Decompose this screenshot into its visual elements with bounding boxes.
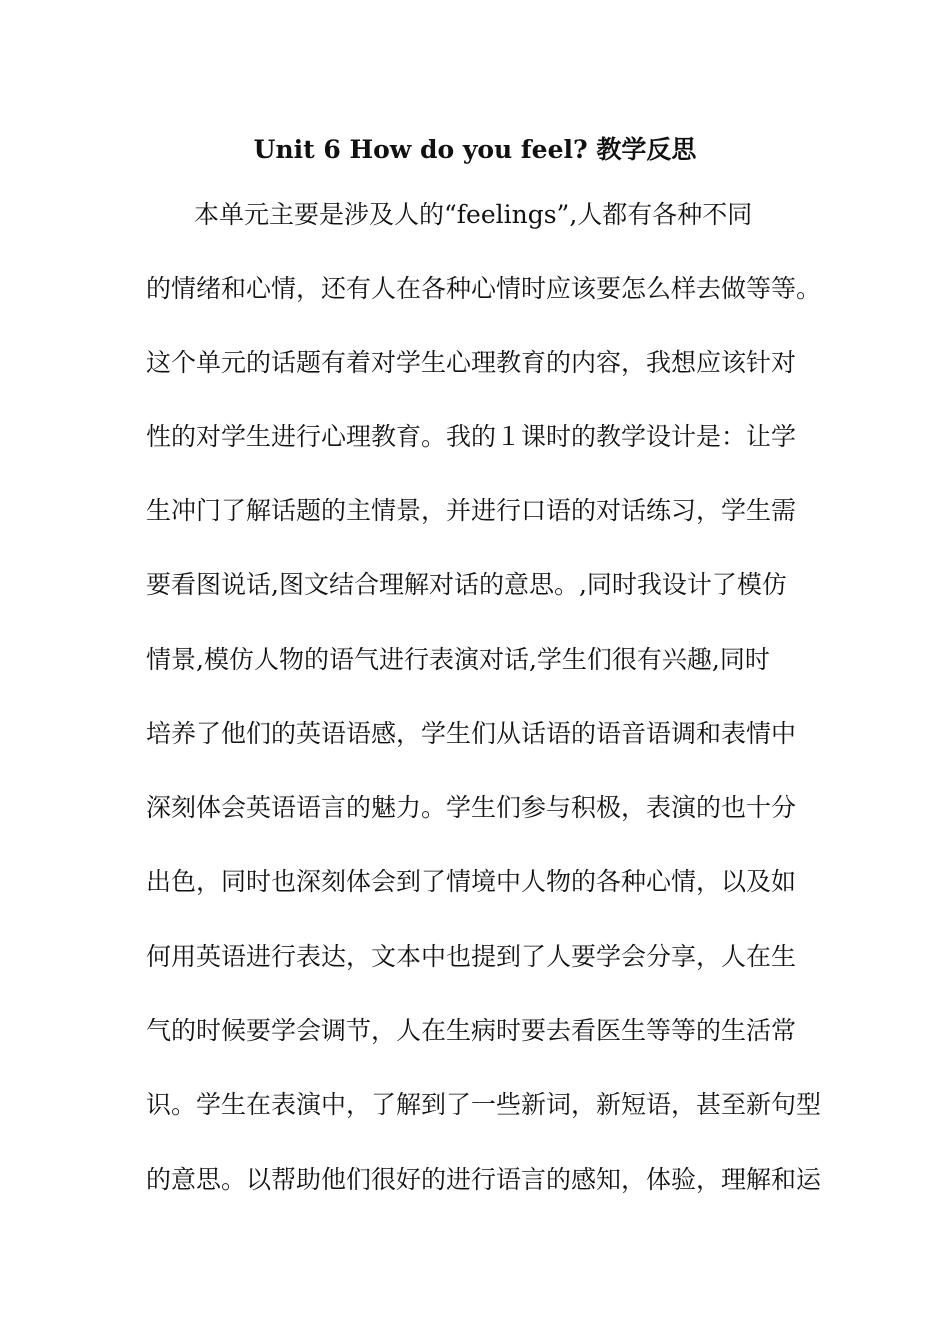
paragraph-line: 这个单元的话题有着对学生心理教育的内容，我想应该针对 <box>146 348 797 377</box>
document-title: Unit 6 How do you feel? 教学反思 <box>253 135 697 164</box>
paragraph-line: 生冲门了解话题的主情景，并进行口语的对话练习，学生需 <box>146 496 797 525</box>
paragraph-line: 的情绪和心情，还有人在各种心情时应该要怎么样去做等等。 <box>146 274 822 303</box>
paragraph-line: 深刻体会英语语言的魅力。学生们参与积极，表演的也十分 <box>146 793 797 822</box>
paragraph-line: 情景,模仿人物的语气进行表演对话,学生们很有兴趣,同时 <box>146 645 770 674</box>
paragraph-line: 性的对学生进行心理教育。我的１课时的教学设计是：让学 <box>146 422 797 451</box>
paragraph-line: 出色，同时也深刻体会到了情境中人物的各种心情，以及如 <box>146 867 797 896</box>
paragraph-line: 气的时候要学会调节，人在生病时要去看医生等等的生活常 <box>146 1016 797 1045</box>
paragraph-line: 识。学生在表演中，了解到了一些新词，新短语，甚至新句型 <box>146 1090 822 1119</box>
paragraph-line: 的意思。以帮助他们很好的进行语言的感知，体验，理解和运 <box>146 1165 822 1194</box>
paragraph-line: 何用英语进行表达，文本中也提到了人要学会分享，人在生 <box>146 942 797 971</box>
paragraph-line: 本单元主要是涉及人的“feelings”,人都有各种不同 <box>194 200 753 229</box>
paragraph-line: 要看图说话,图文结合理解对话的意思。,同时我设计了模仿 <box>146 570 787 599</box>
paragraph-line: 培养了他们的英语语感，学生们从话语的语音语调和表情中 <box>146 719 797 748</box>
